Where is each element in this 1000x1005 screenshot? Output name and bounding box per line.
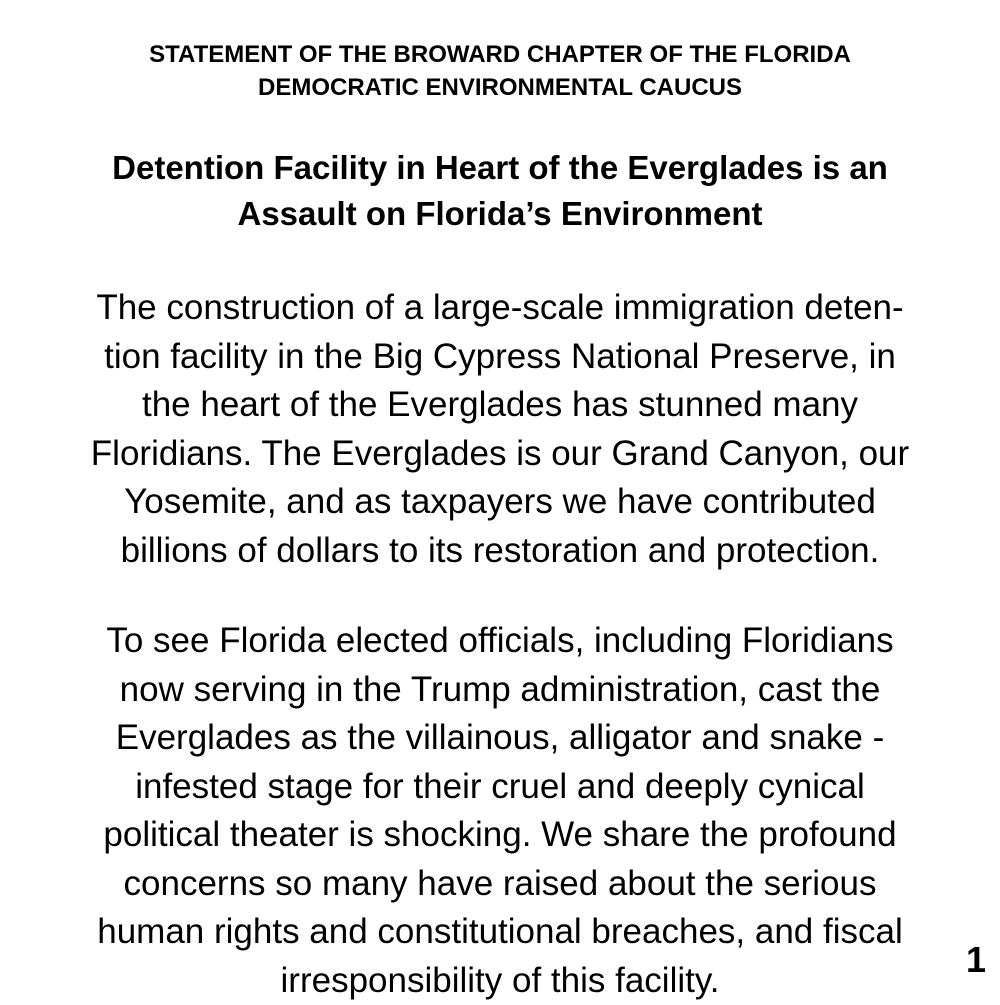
page-number: 1 xyxy=(966,940,986,980)
header-line: STATEMENT OF THE BROWARD CHAPTER OF THE FLORIDA xyxy=(0,38,1000,71)
headline xyxy=(0,145,1000,237)
paragraph-line: Everglades as the villainous, alligator and snake - xyxy=(0,714,1000,763)
header-line: DEMOCRATIC ENVIRONMENTAL CAUCUS xyxy=(0,71,1000,104)
statement-header xyxy=(0,38,1000,104)
paragraph-line: now serving in the Trump administration, cast the xyxy=(0,666,1000,715)
paragraph-line: The construction of a large-scale immigration deten- xyxy=(0,284,1000,333)
paragraph-line: the heart of the Everglades has stunned many xyxy=(0,381,1000,430)
paragraph-line: irresponsibility of this facility. xyxy=(0,957,1000,1005)
paragraph-line: infested stage for their cruel and deeply cynical xyxy=(0,763,1000,812)
paragraph-line: human rights and constitutional breaches, and fiscal xyxy=(0,908,1000,957)
paragraph-line: To see Florida elected officials, including Floridians xyxy=(0,617,1000,666)
paragraph-1 xyxy=(0,284,1000,575)
paragraph-line: tion facility in the Big Cypress National Preserve, in xyxy=(0,333,1000,382)
paragraph-line: billions of dollars to its restoration and protection. xyxy=(0,527,1000,576)
headline-line: Assault on Florida’s Environment xyxy=(0,191,1000,237)
paragraph-line: Yosemite, and as taxpayers we have contributed xyxy=(0,478,1000,527)
headline-line: Detention Facility in Heart of the Everglades is an xyxy=(0,145,1000,191)
paragraph-2 xyxy=(0,617,1000,1005)
paragraph-line: political theater is shocking. We share the profound xyxy=(0,811,1000,860)
paragraph-line: concerns so many have raised about the serious xyxy=(0,860,1000,909)
paragraph-line: Floridians. The Everglades is our Grand Canyon, our xyxy=(0,430,1000,479)
